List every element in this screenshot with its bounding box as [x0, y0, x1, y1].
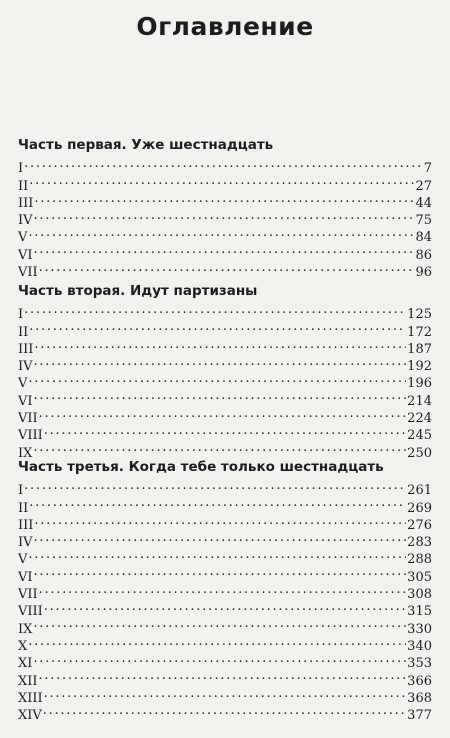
dot-leader	[34, 207, 415, 224]
toc-entry	[18, 702, 432, 724]
toc-entry	[18, 405, 432, 427]
toc-entry	[18, 563, 432, 585]
dot-leader	[34, 241, 415, 258]
toc-entry	[18, 529, 432, 551]
page-number: 224	[407, 411, 432, 427]
toc-entry	[18, 155, 432, 177]
page-number: 44	[415, 195, 432, 211]
dot-leader	[34, 529, 407, 546]
toc-entry	[18, 650, 432, 672]
toc-entry	[18, 207, 432, 229]
page-number: 315	[407, 604, 432, 620]
chapter-number: II	[18, 178, 29, 194]
chapter-number: XIV	[18, 708, 42, 724]
chapter-number: XII	[18, 673, 38, 689]
page-number: 366	[407, 673, 432, 689]
page-number: 250	[407, 445, 432, 461]
dot-leader	[34, 336, 406, 353]
page-title: Оглавление	[136, 12, 314, 41]
page-number: 340	[407, 638, 432, 654]
dot-leader	[44, 685, 407, 702]
dot-leader	[33, 650, 406, 667]
chapter-number: II	[18, 500, 29, 516]
dot-leader	[39, 259, 415, 276]
dot-leader	[29, 318, 406, 335]
chapter-number: IV	[18, 359, 33, 375]
chapter-number: II	[18, 324, 29, 340]
page-number: 288	[407, 552, 432, 568]
toc-entry	[18, 301, 432, 323]
page-number: 75	[415, 213, 432, 229]
dot-leader	[34, 353, 407, 370]
part-1-title: Часть первая. Уже шестнадцать	[18, 137, 274, 153]
toc-entry	[18, 336, 432, 357]
dot-leader	[39, 581, 407, 598]
toc-entry	[18, 172, 432, 194]
chapter-number: I	[18, 307, 24, 323]
toc-entry	[18, 241, 432, 263]
chapter-number: XIII	[18, 690, 43, 706]
chapter-number: VI	[18, 393, 33, 409]
chapter-number: IV	[18, 535, 33, 551]
chapter-number: VI	[18, 247, 33, 263]
chapter-number: VII	[18, 587, 38, 603]
toc-entry	[18, 259, 432, 281]
page-number: 7	[423, 161, 432, 177]
toc-entry	[18, 190, 432, 211]
chapter-number: V	[18, 230, 28, 246]
dot-leader	[39, 405, 407, 422]
page-number: 125	[407, 307, 432, 323]
page-number: 308	[407, 587, 432, 603]
dot-leader	[24, 155, 423, 172]
chapter-number: VIII	[18, 428, 43, 444]
dot-leader	[28, 633, 406, 650]
chapter-number: IX	[18, 445, 33, 461]
chapter-number: III	[18, 341, 34, 357]
dot-leader	[29, 494, 406, 511]
chapter-number: I	[18, 483, 24, 499]
page-number: 96	[415, 265, 432, 281]
dot-leader	[39, 667, 407, 684]
toc-entry	[18, 546, 432, 568]
toc-entry	[18, 512, 432, 533]
page-number: 283	[407, 535, 432, 551]
chapter-number: III	[18, 195, 34, 211]
part-3-entries	[18, 477, 432, 724]
chapter-number: IX	[18, 621, 33, 637]
dot-leader	[44, 598, 406, 615]
dot-leader	[28, 224, 414, 241]
part-3-section	[18, 459, 432, 724]
dot-leader	[43, 702, 406, 719]
chapter-number: VII	[18, 411, 38, 427]
chapter-number: VI	[18, 569, 33, 585]
chapter-number: XI	[18, 656, 33, 672]
chapter-number: V	[18, 552, 28, 568]
toc-entry	[18, 353, 432, 375]
page-number: 192	[407, 359, 432, 375]
dot-leader	[33, 615, 406, 632]
toc-entry	[18, 370, 432, 392]
dot-leader	[28, 546, 406, 563]
dot-leader	[34, 563, 407, 580]
toc-entry	[18, 422, 432, 444]
chapter-number: X	[18, 638, 28, 654]
toc-entry	[18, 685, 432, 706]
page-number: 276	[407, 517, 432, 533]
dot-leader	[34, 190, 414, 207]
page-number: 84	[415, 230, 432, 246]
toc-entry	[18, 387, 432, 409]
chapter-number: V	[18, 376, 28, 392]
dot-leader	[44, 422, 406, 439]
dot-leader	[34, 512, 406, 529]
toc-entry	[18, 667, 432, 689]
page-number: 27	[415, 178, 432, 194]
chapter-number: III	[18, 517, 34, 533]
toc-entry	[18, 477, 432, 499]
page-number: 245	[407, 428, 432, 444]
toc-entry	[18, 224, 432, 246]
chapter-number: VIII	[18, 604, 43, 620]
dot-leader	[24, 301, 406, 318]
dot-leader	[34, 387, 407, 404]
page-number: 86	[415, 247, 432, 263]
page-number: 330	[407, 621, 432, 637]
toc-entry	[18, 439, 432, 461]
page-number: 269	[407, 500, 432, 516]
part-3-title: Часть третья. Когда тебе только шестнадцать	[18, 459, 384, 475]
chapter-number: I	[18, 161, 24, 177]
part-2-entries	[18, 301, 432, 461]
part-1-section	[18, 137, 432, 281]
page-number: 261	[407, 483, 432, 499]
dot-leader	[28, 370, 406, 387]
toc-entry	[18, 494, 432, 516]
page-number: 187	[407, 341, 432, 357]
page-number: 196	[407, 376, 432, 392]
page-number: 377	[407, 708, 432, 724]
page-number: 353	[407, 656, 432, 672]
page-number: 305	[407, 569, 432, 585]
dot-leader	[24, 477, 406, 494]
chapter-number: VII	[18, 265, 38, 281]
dot-leader	[29, 172, 414, 189]
toc-entry	[18, 318, 432, 340]
toc-entry	[18, 633, 432, 654]
part-1-entries	[18, 155, 432, 281]
toc-entry	[18, 581, 432, 603]
toc-entry	[18, 615, 432, 637]
part-2-section	[18, 283, 432, 461]
part-2-title: Часть вторая. Идут партизаны	[18, 283, 258, 299]
page-number: 368	[407, 690, 432, 706]
page-number: 214	[407, 393, 432, 409]
toc-entry	[18, 598, 432, 620]
dot-leader	[33, 439, 406, 456]
page-number: 172	[407, 324, 432, 340]
chapter-number: IV	[18, 213, 33, 229]
